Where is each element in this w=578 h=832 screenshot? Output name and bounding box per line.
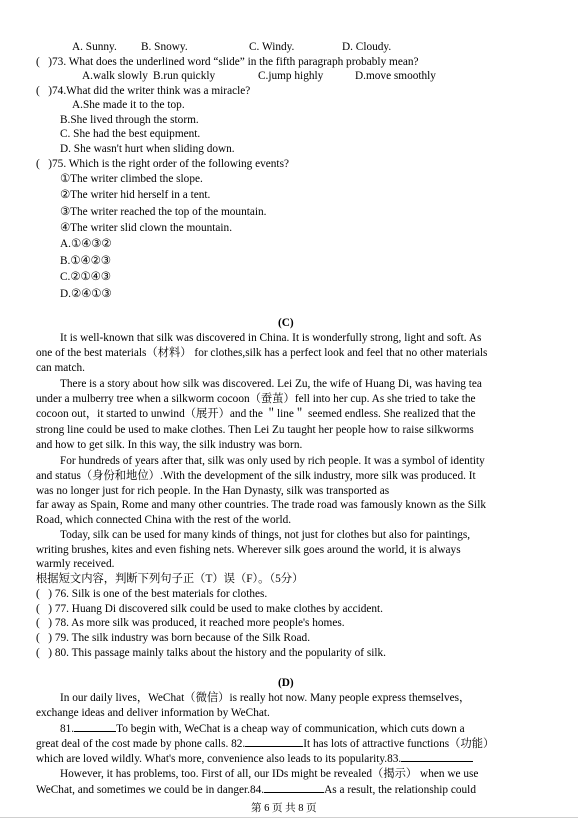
q75-event-4: ④The writer slid clown the mountain.	[60, 222, 233, 234]
answer-paren-open: (	[36, 603, 40, 615]
question-text: 76. Silk is one of the best materials for clothes.	[54, 588, 268, 600]
answer-blank-83[interactable]	[401, 751, 473, 762]
question-74	[36, 84, 250, 98]
answer-paren-open: (	[36, 632, 40, 644]
paragraph-line	[36, 751, 473, 766]
paragraph-line: There is a story about how silk was discovered. Lei Zu, the wife of Huang Di, was having tea	[60, 378, 482, 390]
paragraph-line	[36, 782, 476, 797]
paragraph-line: In our daily lives，WeChat（微信）is really hot now. Many people express themselves，	[60, 692, 471, 704]
tf-question-80	[36, 646, 386, 660]
q75-option-b: B.①④②③	[60, 255, 111, 267]
sentence-text: As a result, the relationship could	[324, 784, 476, 796]
answer-paren-close: )	[48, 603, 53, 615]
q72-option-c: C. Windy.	[249, 41, 295, 53]
answer-paren-open: (	[36, 85, 40, 97]
paragraph-line: writing brushes, kites and even fishing nets. Wherever silk goes around the world, it is always	[36, 544, 461, 556]
q73-option-d: D.move smoothly	[355, 70, 436, 82]
answer-paren-close: )	[48, 647, 53, 659]
question-text: 80. This passage mainly talks about the history and the popularity of silk.	[54, 647, 386, 659]
paragraph-line: strong line could be used to make clothes. Then Lei Zu taught her people how to raise silkworms	[36, 424, 474, 436]
q75-option-d: D.②④①③	[60, 288, 112, 300]
answer-paren-open: (	[36, 588, 40, 600]
answer-paren-open: (	[36, 158, 40, 170]
q72-option-d: D. Cloudy.	[342, 41, 392, 53]
q75-event-3: ③The writer reached the top of the mountain.	[60, 206, 267, 218]
question-text: 73. What does the underlined word “slide” in the fifth paragraph probably mean?	[52, 56, 419, 68]
question-text: 79. The silk industry was born because of the Silk Road.	[54, 632, 311, 644]
q75-event-2: ②The writer hid herself in a tent.	[60, 189, 211, 201]
paragraph-line: It is well-known that silk was discovered in China. It is wonderfully strong, light and soft. As	[60, 332, 482, 344]
q75-option-a: A.①④③②	[60, 238, 112, 250]
q75-event-1: ①The writer climbed the slope.	[60, 173, 203, 185]
sentence-text: It has lots of attractive functions（功能）	[303, 738, 495, 750]
tf-question-79	[36, 631, 310, 645]
sentence-text: great deal of the cost made by phone calls. 82.	[36, 738, 246, 750]
paragraph-line: and how to get silk. In this way, the silk industry was born.	[36, 439, 303, 451]
answer-paren-close: )	[48, 632, 53, 644]
q74-option-b: B.She lived through the storm.	[60, 114, 199, 126]
q74-option-d: D. She wasn't hurt when sliding down.	[60, 143, 235, 155]
tf-instruction: 根据短文内容，判断下列句子正（T）误（F）。（5分）	[36, 573, 304, 585]
paragraph-line: was no longer just for rich people. In the Han Dynasty, silk was transported as	[36, 485, 390, 497]
paragraph-line: For hundreds of years after that, silk was only used by rich people. It was a symbol of identity	[60, 455, 485, 467]
answer-blank-81[interactable]	[74, 721, 116, 732]
sentence-text: WeChat, and sometimes we could be in danger.84.	[36, 784, 265, 796]
q73-option-c: C.jump highly	[258, 70, 324, 82]
paragraph-line: far away as Spain, Rome and many other countries. The trade road was famously known as the Silk	[36, 499, 486, 511]
answer-paren-close: )	[48, 158, 53, 170]
q72-option-b: B. Snowy.	[141, 41, 188, 53]
section-d-heading: (D)	[278, 677, 294, 689]
question-text: 74.What did the writer think was a miracle?	[52, 85, 251, 97]
paragraph-line: exchange ideas and deliver information by WeChat.	[36, 707, 270, 719]
answer-blank-82[interactable]	[245, 736, 303, 747]
paragraph-line: warmly received.	[36, 558, 115, 570]
question-text: 78. As more silk was produced, it reached more people's homes.	[54, 617, 345, 629]
answer-paren-close: )	[48, 588, 53, 600]
paragraph-line: Road, which connected China with the rest of the world.	[36, 514, 292, 526]
question-75	[36, 157, 289, 171]
answer-paren-open: (	[36, 647, 40, 659]
q72-option-a: A. Sunny.	[72, 41, 117, 53]
question-text: 75. Which is the right order of the following events?	[52, 158, 289, 170]
paragraph-line: However, it has problems, too. First of all, our IDs might be revealed（揭示） when we use	[60, 768, 479, 780]
answer-paren-open: (	[36, 56, 40, 68]
sentence-text: which are loved wildly. What's more, convenience also leads to its popularity.83.	[36, 753, 402, 765]
answer-paren-open: (	[36, 617, 40, 629]
paragraph-line: and status（身份和地位）.With the development of the silk industry, more silk was produced. It	[36, 470, 476, 482]
paragraph-line	[36, 736, 494, 751]
footer-divider	[0, 817, 578, 818]
q75-option-c: C.②①④③	[60, 271, 111, 283]
question-73	[36, 55, 419, 69]
q74-option-a: A.She made it to the top.	[72, 99, 185, 111]
q73-option-a: A.walk slowly	[82, 70, 148, 82]
section-c-heading: (C)	[278, 317, 294, 329]
q74-option-c: C. She had the best equipment.	[60, 128, 201, 140]
blank-number-81: 81.	[60, 723, 75, 735]
paragraph-line: can match.	[36, 362, 85, 374]
paragraph-line: cocoon out，it started to unwind（展开）and the ＂line＂ seemed endless. She realized that the	[36, 408, 476, 420]
question-text: 77. Huang Di discovered silk could be used to make clothes by accident.	[54, 603, 383, 615]
answer-blank-84[interactable]	[264, 782, 324, 793]
paragraph-line: under a mulberry tree when a silkworm cocoon（蚕茧）fell into her cup. As she tried to take the	[36, 393, 476, 405]
answer-paren-close: )	[48, 617, 53, 629]
paragraph-line	[60, 721, 465, 736]
tf-question-76	[36, 587, 267, 601]
tf-question-77	[36, 602, 383, 616]
page-footer: 第 6 页 共 8 页	[251, 803, 317, 814]
answer-paren-close: )	[48, 56, 53, 68]
q73-option-b: B.run quickly	[153, 70, 216, 82]
paragraph-line: Today, silk can be used for many kinds of things, not just for clothes but also for paintings,	[60, 529, 471, 541]
paragraph-line: one of the best materials（材料） for clothes,silk has a perfect look and feel that no other materials	[36, 347, 488, 359]
answer-paren-close: )	[48, 85, 53, 97]
tf-question-78	[36, 616, 345, 630]
sentence-text: To begin with, WeChat is a cheap way of communication, which cuts down a	[116, 723, 465, 735]
